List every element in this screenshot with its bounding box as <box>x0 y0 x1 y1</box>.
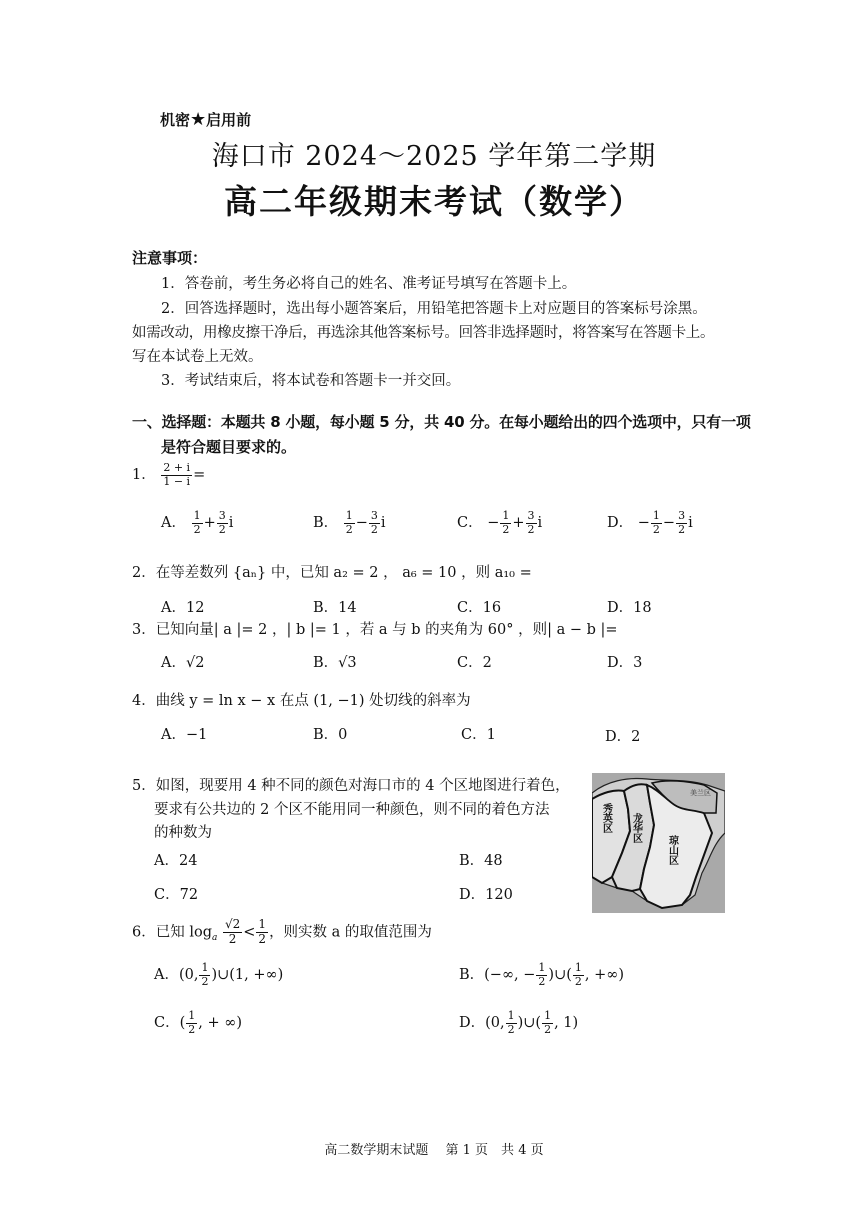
question-number: 1． <box>132 467 156 484</box>
imaginary-unit: i <box>228 515 234 532</box>
option-label: C． <box>457 515 483 532</box>
numerator: 3 <box>218 509 226 522</box>
numerator: 1 <box>345 509 353 522</box>
haikou-district-map <box>592 773 725 913</box>
q2-option-a[interactable]: A．12 <box>161 600 205 616</box>
q1-option-d[interactable] <box>607 510 693 536</box>
log-base: a <box>212 933 218 944</box>
before-use-text: 启用前 <box>206 111 252 129</box>
q5-option-d[interactable]: D．120 <box>459 887 513 903</box>
q2-option-b[interactable]: B．14 <box>313 600 357 616</box>
option-text: D．(0, <box>459 1015 505 1032</box>
denominator: 2 <box>678 522 686 536</box>
denominator: 2 <box>188 1022 196 1036</box>
page-footer: 高二数学期末试题 第 1 页 共 4 页 <box>324 1143 544 1158</box>
question-number: 2． <box>132 565 156 581</box>
question-5-line1 <box>132 774 570 795</box>
q6-option-c[interactable] <box>154 1010 242 1036</box>
fraction <box>542 1010 553 1036</box>
fraction <box>161 462 192 488</box>
question-text: 已知向量| a |= 2 ，| b |= 1 ，若 a 与 b 的夹角为 60° ，则| a − b |= <box>155 622 618 638</box>
fraction <box>344 510 355 536</box>
q4-option-c[interactable]: C．1 <box>461 727 496 743</box>
denominator: 2 <box>652 522 660 536</box>
fraction <box>199 962 210 988</box>
q4-option-d[interactable]: D．2 <box>605 729 641 745</box>
option-text: )∪( <box>548 967 572 984</box>
fraction <box>186 1010 197 1036</box>
map-label-meilan: 美兰区 <box>690 789 711 797</box>
numerator: 3 <box>527 509 535 522</box>
denominator: 2 <box>502 522 510 536</box>
option-label: D． <box>607 515 634 532</box>
denominator: 2 <box>218 522 226 536</box>
exam-title: 高二年级期末考试（数学） <box>224 182 644 221</box>
fraction <box>223 918 242 947</box>
imaginary-unit: i <box>688 515 693 532</box>
numerator: 1 <box>193 509 201 522</box>
notice-item-1: 1．答卷前，考生务必将自己的姓名、准考证号填写在答题卡上。 <box>161 276 577 292</box>
question-6 <box>132 918 432 947</box>
option-text: C．( <box>154 1015 186 1032</box>
question-text: 曲线 y = ln x − x 在点 (1, −1) 处切线的斜率为 <box>155 693 471 709</box>
q5-option-a[interactable]: A．24 <box>154 853 198 869</box>
question-2 <box>132 561 532 582</box>
denominator: 2 <box>527 522 535 536</box>
option-text: , + ∞) <box>198 1015 242 1032</box>
numerator: 3 <box>370 509 378 522</box>
q3-option-c[interactable]: C．2 <box>457 655 492 671</box>
fraction <box>192 510 203 536</box>
denominator: 2 <box>507 1022 515 1036</box>
question-3 <box>132 618 618 639</box>
numerator: 1 <box>502 509 510 522</box>
notice-item-3: 3．考试结束后，将本试卷和答题卡一并交回。 <box>161 373 461 389</box>
fraction <box>500 510 511 536</box>
fraction <box>573 962 584 988</box>
plus-sign: + <box>512 515 525 532</box>
notice-item-2c: 写在本试卷上无效。 <box>132 349 263 365</box>
secret-text: 机密 <box>160 111 191 129</box>
q3-option-b[interactable]: B．√3 <box>313 655 357 671</box>
numerator: 1 <box>188 1009 196 1022</box>
notice-item-2b: 如需改动，用橡皮擦干净后，再选涂其他答案标号。回答非选择题时，将答案写在答题卡上。 <box>132 325 715 341</box>
q2-option-c[interactable]: C．16 <box>457 600 502 616</box>
fraction <box>526 510 537 536</box>
q1-option-c[interactable] <box>457 510 542 536</box>
equals-sign: = <box>193 467 206 484</box>
question-1 <box>132 462 205 488</box>
question-number: 4． <box>132 693 156 709</box>
log-text: 已知 log <box>155 924 212 941</box>
question-number: 3． <box>132 622 156 638</box>
notice-item-2a: 2．回答选择题时，选出每小题答案后，用铅笔把答题卡上对应题目的答案标号涂黑。 <box>161 301 707 317</box>
denominator: 2 <box>228 931 237 946</box>
minus-sign: − <box>355 515 368 532</box>
fraction <box>506 1010 517 1036</box>
option-text: )∪( <box>517 1015 542 1032</box>
option-text: A．(0, <box>154 967 199 984</box>
plus-sign: + <box>203 515 216 532</box>
question-5-line3: 的种数为 <box>154 825 212 841</box>
q4-option-b[interactable]: B．0 <box>313 727 348 743</box>
q6-option-d[interactable] <box>459 1010 578 1036</box>
option-text: )∪(1, +∞) <box>211 967 284 984</box>
imaginary-unit: i <box>537 515 543 532</box>
question-text: ，则实数 a 的取值范围为 <box>269 924 432 941</box>
star-icon: ★ <box>190 109 207 130</box>
denominator: 2 <box>258 931 267 946</box>
fraction <box>536 962 547 988</box>
section-heading-line2: 是符合题目要求的。 <box>161 438 297 456</box>
fraction <box>217 510 228 536</box>
question-number: 6． <box>132 924 156 941</box>
q3-option-d[interactable]: D．3 <box>607 655 643 671</box>
fraction <box>651 510 662 536</box>
denominator: 2 <box>201 974 209 988</box>
q1-option-b[interactable] <box>313 510 386 536</box>
map-graphic <box>592 773 725 913</box>
numerator: 1 <box>258 917 267 931</box>
denominator: 2 <box>370 522 378 536</box>
numerator: 1 <box>507 1009 515 1022</box>
negative-sign: − <box>637 515 650 532</box>
fraction <box>256 918 268 947</box>
option-text: B．(−∞, − <box>459 967 536 984</box>
negative-sign: − <box>487 515 500 532</box>
q6-option-b[interactable] <box>459 962 624 988</box>
question-5-line2: 要求有公共边的 2 个区不能用同一种颜色，则不同的着色方法 <box>154 802 550 818</box>
q1-option-a[interactable] <box>161 510 233 536</box>
numerator: 1 <box>544 1009 552 1022</box>
option-label: A． <box>161 515 186 532</box>
numerator: 1 <box>574 961 582 974</box>
minus-sign: − <box>662 515 676 532</box>
section-heading-line1: 一、选择题：本题共 8 小题，每小题 5 分，共 40 分。在每小题给出的四个选项中，只有一项 <box>132 413 751 431</box>
q3-option-a[interactable]: A．√2 <box>161 655 205 671</box>
denominator: 2 <box>193 522 201 536</box>
map-label-longhua: 龙华区 <box>630 813 642 843</box>
fraction <box>676 510 687 536</box>
numerator: 2 + i <box>163 461 191 474</box>
q6-option-a[interactable] <box>154 962 283 988</box>
numerator: 1 <box>538 961 546 974</box>
exam-term-title: 海口市 2024～2025 学年第二学期 <box>211 141 657 172</box>
option-text: , 1) <box>554 1015 579 1032</box>
numerator: 1 <box>201 961 209 974</box>
question-text: 如图，现要用 4 种不同的颜色对海口市的 4 个区地图进行着色， <box>155 778 570 794</box>
denominator: 2 <box>574 974 582 988</box>
q5-option-c[interactable]: C．72 <box>154 887 199 903</box>
option-label: B． <box>313 515 339 532</box>
numerator: √2 <box>224 917 241 931</box>
notice-heading: 注意事项： <box>132 249 208 267</box>
denominator: 2 <box>538 974 546 988</box>
fraction <box>369 510 380 536</box>
denominator: 2 <box>544 1022 552 1036</box>
less-than-sign: < <box>243 924 256 941</box>
numerator: 1 <box>652 509 660 522</box>
numerator: 3 <box>678 509 686 522</box>
map-label-xiuying: 秀英区 <box>600 803 612 833</box>
map-label-qiongshan: 琼山区 <box>666 835 678 865</box>
confidential-label <box>160 109 251 130</box>
option-text: , +∞) <box>584 967 624 984</box>
denominator: 1 − i <box>163 474 191 488</box>
q4-option-a[interactable]: A．−1 <box>161 727 208 743</box>
question-4 <box>132 689 471 710</box>
question-text: 在等差数列 {aₙ} 中，已知 a₂ = 2 ， a₆ = 10 ，则 a₁₀ = <box>155 565 532 581</box>
question-number: 5． <box>132 778 156 794</box>
q2-option-d[interactable]: D．18 <box>607 600 652 616</box>
denominator: 2 <box>345 522 353 536</box>
q5-option-b[interactable]: B．48 <box>459 853 503 869</box>
imaginary-unit: i <box>380 515 386 532</box>
